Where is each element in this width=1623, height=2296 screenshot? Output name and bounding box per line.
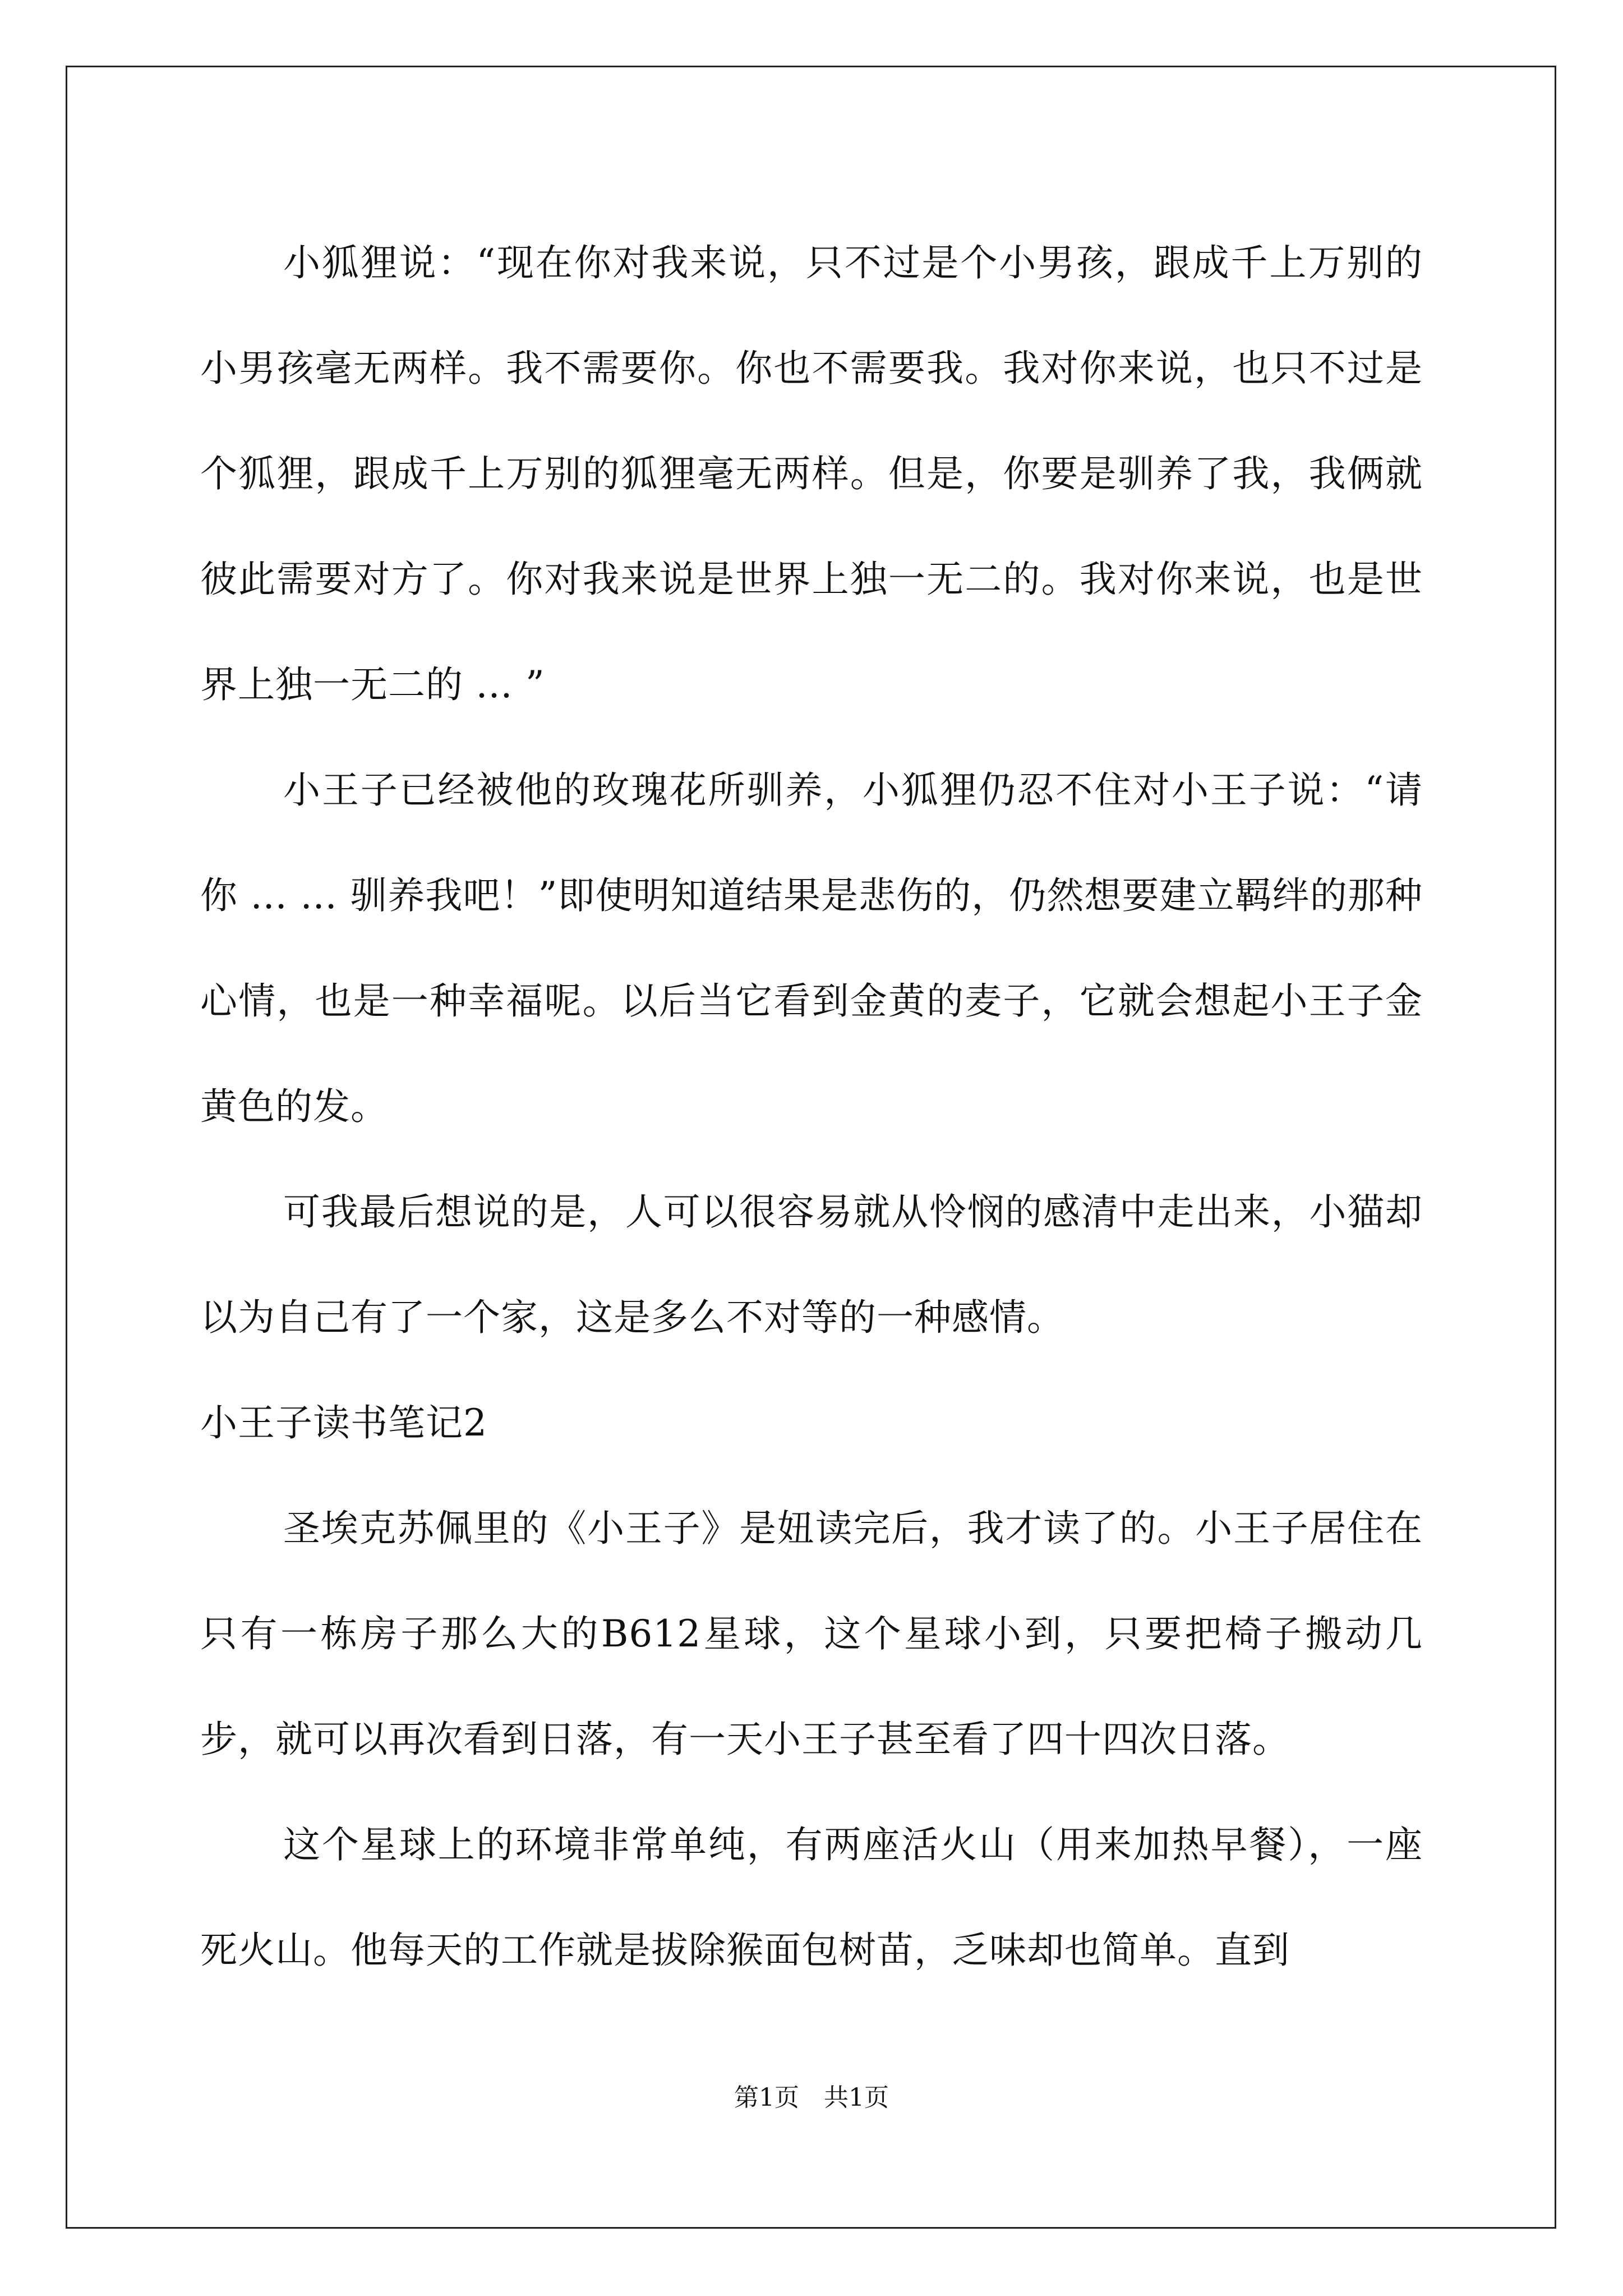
paragraph-planet-environment: 这个星球上的环境非常单纯，有两座活火山（用来加热早餐），一座死火山。他每天的工作就是拔除猴面包树苗，乏味却也简单。直到 xyxy=(200,1823,1423,1972)
paragraph-fox-speech: 小狐狸说：“现在你对我来说，只不过是个小男孩，跟成千上万别的小男孩毫无两样。我不需要你。你也不需要我。我对你来说，也只不过是个狐狸，跟成千上万别的狐狸毫无两样。但是，你要是驯养了我，我俩就彼此需要对方了。你对我来说是世界上独一无二的。我对你来说，也是世界上独一无二的 … ” xyxy=(200,241,1423,706)
document-body xyxy=(200,210,1423,2003)
page-number-footer: 第1页 共1页 xyxy=(734,2083,889,2112)
paragraph-tame-me: 小王子已经被他的玫瑰花所驯养，小狐狸仍忍不住对小王子说：“请你 … … 驯养我吧！”即使明知道结果是悲伤的，仍然想要建立羁绊的那种心情，也是一种幸福呢。以后当它看到金黄的麦子，它就会想起小王子金黄色的发。 xyxy=(200,769,1423,1128)
paragraph-conclusion: 可我最后想说的是，人可以很容易就从怜悯的感清中走出来，小猫却以为自己有了一个家，这是多么不对等的一种感情。 xyxy=(200,1190,1423,1339)
section-heading: 小王子读书笔记2 xyxy=(200,1401,487,1444)
paragraph-b612: 圣埃克苏佩里的《小王子》是妞读完后，我才读了的。小王子居住在只有一栋房子那么大的B612星球，这个星球小到，只要把椅子搬动几步，就可以再次看到日落，有一天小王子甚至看了四十四次日落。 xyxy=(200,1507,1423,1761)
